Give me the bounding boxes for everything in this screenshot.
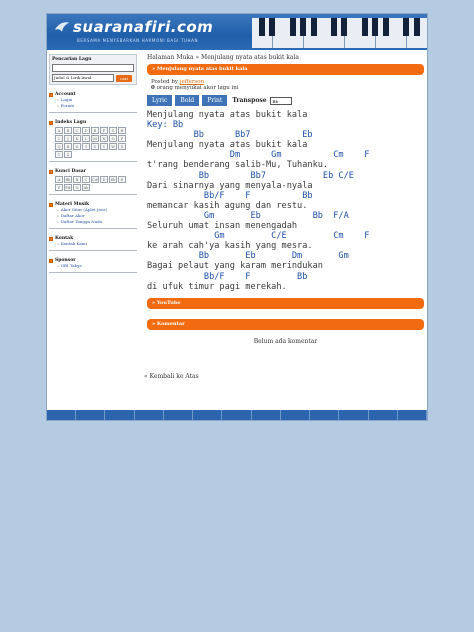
index-letter-link[interactable]: X [118, 143, 126, 150]
music-section [49, 202, 137, 229]
chord-line: Bb Eb Dm Gm [147, 251, 349, 262]
sidebar [49, 54, 137, 273]
index-letter-link[interactable]: J [64, 135, 72, 142]
lyric-line: Menjulang nyata atas bukit kala [147, 110, 308, 120]
chord-line: Gm C/E Cm F [147, 231, 370, 242]
chord-line: Bb Bb7 Eb C/E [147, 170, 354, 181]
sidebar-link-scale-list[interactable]: » Daftar Tangga Nada [57, 219, 103, 224]
transpose-select[interactable]: Bb [270, 97, 292, 105]
site-logo[interactable]: suaranafiri.com [73, 18, 214, 36]
index-letter-link[interactable]: L [82, 135, 90, 142]
lyric-line: Menjulang nyata atas bukit kala [147, 140, 308, 151]
piano-keys-graphic [252, 18, 427, 48]
chord-line: Gm Eb Bb F/A [147, 210, 349, 221]
index-letter-link[interactable]: T [82, 143, 90, 150]
letter-index-grid [55, 127, 137, 158]
basic-key-link[interactable]: E [118, 176, 126, 183]
sidebar-link-guitar-chords[interactable]: » Akor Gitar (Aplet Java) [57, 207, 108, 212]
index-letter-link[interactable]: W [109, 143, 117, 150]
back-to-top-link[interactable]: « Kembali ke Atas [144, 372, 199, 380]
lyric-line: ke arah cah'ya kasih yang mesra. [147, 241, 313, 252]
sidebar-link-forum[interactable]: » Forum [57, 103, 75, 108]
music-title: Materi Musik [55, 202, 90, 207]
index-letter-link[interactable]: H [118, 127, 126, 134]
chord-line: Key: Bb [147, 120, 184, 131]
lyric-line: t'rang benderang salib-Mu, Tuhanku. [147, 160, 329, 171]
lyric-line: Bagai pelaut yang karam merindukan [147, 261, 323, 272]
posted-by: Posted by jefferson [151, 79, 205, 85]
contact-title: Kontak [55, 236, 74, 241]
basic-key-link[interactable]: B [73, 176, 81, 183]
chord-line: Bb Bb7 Eb [147, 130, 313, 141]
contact-section [49, 236, 137, 251]
basic-key-link[interactable]: D [100, 176, 108, 183]
bullet-square-icon [49, 93, 53, 97]
site-tagline: BERSAMA MENYEBARKAN HARMONI BAGI TUHAN [77, 38, 199, 43]
account-title: Account [55, 92, 76, 97]
sponsor-section [49, 258, 137, 273]
lyric-line: memancar kasih agung dan restu. [147, 200, 308, 211]
bullet-square-icon [49, 121, 53, 125]
search-button[interactable]: cari [116, 75, 132, 82]
song-title-bar: » Menjulang nyata atas bukit kala [147, 64, 424, 75]
index-letter-link[interactable]: Y [55, 151, 63, 158]
index-letter-link[interactable]: I [55, 135, 63, 142]
lyric-line: di ufuk timur pagi merekah. [147, 281, 287, 292]
sidebar-link-contact[interactable]: » Kontak Kami [57, 241, 87, 246]
transpose-label: Transpose [232, 97, 267, 104]
basic-keys-grid [55, 176, 137, 191]
likes-line: 0 orang menyukai akor lagu ini [151, 85, 239, 91]
basic-key-link[interactable]: C [82, 176, 90, 183]
basic-key-link[interactable]: A [55, 176, 63, 183]
basic-key-link[interactable]: F# [65, 186, 71, 190]
no-comment-text: Belum ada komentar [253, 337, 318, 345]
basic-key-link[interactable]: Eb [110, 178, 116, 182]
lyrics-chords-block [147, 110, 424, 292]
chord-line: Bb/F F Bb [147, 271, 308, 282]
bullet-icon: » [57, 220, 59, 224]
lyric-button[interactable]: Lyric [147, 95, 172, 106]
logo-bird-icon [53, 19, 71, 37]
index-letter-link[interactable]: M [91, 135, 99, 142]
index-title: Indeks Lagu [55, 120, 87, 125]
index-letter-link[interactable]: F [100, 127, 108, 134]
lyric-line: Seluruh umat insan menengadah [147, 221, 298, 232]
bullet-icon: » [57, 104, 59, 108]
search-type-select[interactable]: Judul & Lirik Awal [52, 74, 114, 82]
sponsor-title: Sponsor [55, 258, 76, 263]
index-letter-link[interactable]: R [64, 143, 72, 150]
chord-line: Bb/F F Bb [147, 190, 313, 201]
bullet-square-icon [49, 203, 53, 207]
page-container [46, 13, 428, 421]
search-title: Pencarian Lagu [52, 57, 92, 62]
index-letter-link[interactable]: G [109, 127, 117, 134]
toolbar [147, 95, 424, 106]
index-letter-link[interactable]: D [82, 127, 90, 134]
index-letter-link[interactable]: Z [64, 151, 72, 158]
index-letter-link[interactable]: C [73, 127, 81, 134]
chords-title: Kunci Dasar [55, 169, 87, 174]
likes-count: 0 [151, 85, 155, 91]
bullet-icon: » [57, 98, 59, 102]
basic-key-link[interactable]: C# [92, 178, 98, 182]
chord-line: Dm Gm Cm F [147, 150, 370, 161]
footer-bar [47, 410, 427, 420]
search-box [49, 54, 137, 85]
index-section [49, 120, 137, 162]
bullet-icon: » [57, 208, 59, 212]
comment-bar[interactable]: » Komentar [147, 319, 424, 330]
bullet-square-icon [49, 259, 53, 263]
author-link[interactable]: jefferson [179, 79, 205, 85]
main-content [144, 54, 424, 380]
account-section [49, 92, 137, 113]
chords-section [49, 169, 137, 195]
bullet-icon: » [57, 264, 59, 268]
index-letter-link[interactable]: K [73, 135, 81, 142]
index-letter-link[interactable]: V [100, 143, 108, 150]
bullet-square-icon [49, 237, 53, 241]
bullet-icon: » [57, 242, 59, 246]
site-banner[interactable] [47, 14, 427, 50]
basic-key-link[interactable]: G [73, 184, 81, 191]
print-button[interactable]: Print [202, 95, 227, 106]
youtube-bar[interactable]: » YouTube [147, 298, 424, 309]
index-letter-link[interactable]: A [55, 127, 63, 134]
index-letter-link[interactable]: P [118, 135, 126, 142]
index-letter-link[interactable]: U [91, 143, 99, 150]
sidebar-link-sponsor[interactable]: » GBI Tabya [57, 263, 82, 268]
basic-key-link[interactable]: Ab [83, 186, 89, 190]
index-letter-link[interactable]: B [64, 127, 72, 134]
bullet-icon: » [57, 214, 59, 218]
breadcrumb[interactable]: Halaman Muka » Menjulang nyata atas bukit kala [147, 54, 300, 61]
sidebar-link-chord-list[interactable]: » Daftar Akor [57, 213, 85, 218]
bullet-square-icon [49, 170, 53, 174]
bold-button[interactable]: Bold [175, 95, 199, 106]
index-letter-link[interactable]: E [91, 127, 99, 134]
search-input[interactable] [52, 64, 134, 72]
sidebar-link-login[interactable]: » Login [57, 97, 73, 102]
basic-key-link[interactable]: F [55, 184, 63, 191]
basic-key-link[interactable]: Bb [65, 178, 71, 182]
index-letter-link[interactable]: Q [55, 143, 63, 150]
index-letter-link[interactable]: O [109, 135, 117, 142]
lyric-line: Dari sinarnya yang menyala-nyala [147, 180, 313, 191]
index-letter-link[interactable]: N [100, 135, 108, 142]
index-letter-link[interactable]: S [73, 143, 81, 150]
